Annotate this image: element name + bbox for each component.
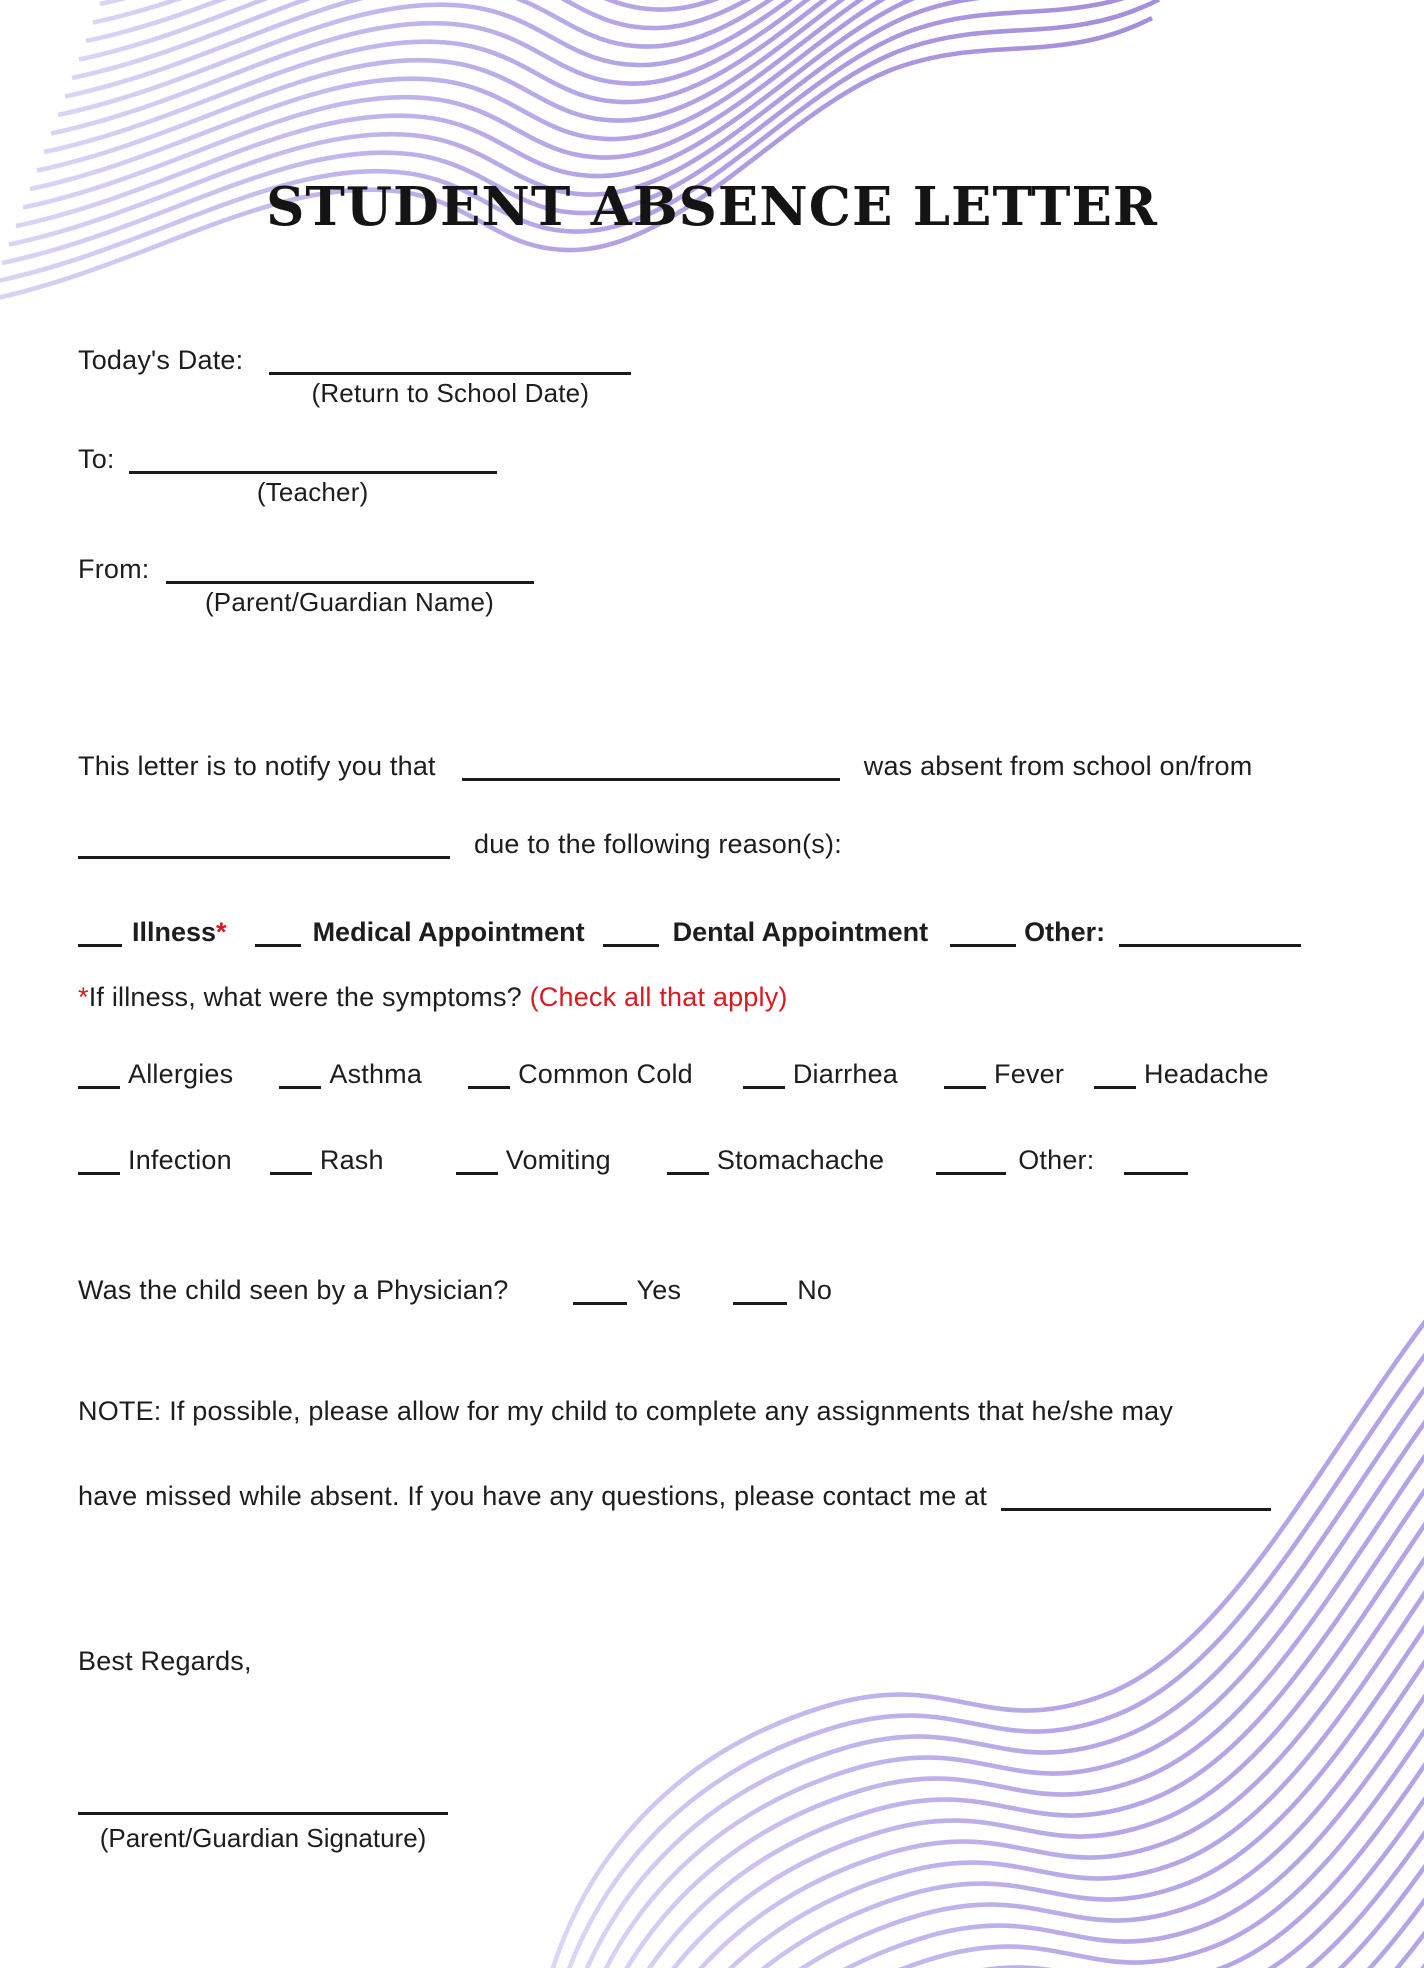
- physician-no-label: No: [797, 1275, 833, 1305]
- from-line[interactable]: [166, 551, 534, 617]
- infection-check-line[interactable]: [78, 1142, 120, 1175]
- stomachache-check-line[interactable]: [667, 1142, 709, 1175]
- todays-date-line[interactable]: [269, 342, 631, 408]
- headache-check-line[interactable]: [1094, 1056, 1136, 1089]
- signature-block: [78, 1782, 448, 1854]
- note-line-2: [78, 1478, 1271, 1512]
- diarrhea-label: Diarrhea: [792, 1059, 899, 1089]
- bottom-wave-decoration: [524, 1228, 1424, 1968]
- to-field: [78, 441, 497, 507]
- parent-name-hint: (Parent/Guardian Name): [204, 587, 495, 617]
- other-symptom-line[interactable]: [1124, 1142, 1188, 1175]
- student-name-line[interactable]: [462, 748, 840, 781]
- symptom-fever: [944, 1059, 1094, 1089]
- symptom-row-1: [78, 1056, 1269, 1090]
- allergies-label: Allergies: [128, 1059, 234, 1089]
- symptom-allergies: [78, 1059, 279, 1089]
- symptom-other: [936, 1145, 1188, 1175]
- closing-regards: [78, 1646, 252, 1677]
- signature-line[interactable]: [78, 1782, 448, 1815]
- asthma-label: Asthma: [329, 1059, 423, 1089]
- symptom-question-text: If illness, what were the symptoms?: [88, 982, 530, 1012]
- illness-check-line[interactable]: [78, 914, 122, 947]
- notify-middle-text: was absent from school on/from: [863, 751, 1253, 781]
- note-text-2: have missed while absent. If you have any questions, please contact me at: [78, 1481, 988, 1511]
- symptom-asthma: [279, 1059, 468, 1089]
- return-to-school-hint: (Return to School Date): [311, 378, 590, 408]
- other-symptom-label: Other:: [1018, 1145, 1095, 1175]
- page-title: STUDENT ABSENCE LETTER: [266, 176, 1158, 238]
- common-cold-label: Common Cold: [518, 1059, 693, 1089]
- physician-question-text: Was the child seen by a Physician?: [78, 1275, 509, 1305]
- physician-yes-label: Yes: [636, 1275, 682, 1305]
- vomiting-label: Vomiting: [505, 1145, 611, 1175]
- allergies-check-line[interactable]: [78, 1056, 120, 1089]
- from-field: [78, 551, 534, 617]
- other-reason-line[interactable]: [1119, 914, 1301, 947]
- illness-asterisk: *: [216, 917, 227, 947]
- symptom-stomachache: [667, 1145, 936, 1175]
- stomachache-label: Stomachache: [716, 1145, 885, 1175]
- notify-suffix-text: due to the following reason(s):: [474, 829, 842, 859]
- symptom-rash: [270, 1145, 456, 1175]
- todays-date-field: [78, 342, 631, 408]
- medical-appointment-label: Medical Appointment: [312, 917, 585, 947]
- teacher-hint: (Teacher): [256, 477, 369, 507]
- symptom-row-2: [78, 1142, 1188, 1176]
- absence-date-line[interactable]: [78, 826, 450, 859]
- rash-check-line[interactable]: [270, 1142, 312, 1175]
- other-reason-check-line[interactable]: [950, 914, 1016, 947]
- to-label: To:: [78, 444, 115, 474]
- common-cold-check-line[interactable]: [468, 1056, 510, 1089]
- headache-label: Headache: [1144, 1059, 1269, 1089]
- symptom-diarrhea: [743, 1059, 944, 1089]
- signature-hint: (Parent/Guardian Signature): [99, 1823, 427, 1853]
- regards-text: Best Regards,: [78, 1646, 252, 1676]
- fever-label: Fever: [994, 1059, 1065, 1089]
- other-reason-label: Other:: [1024, 917, 1106, 947]
- from-label: From:: [78, 554, 150, 584]
- notify-line-1: [78, 748, 1252, 782]
- symptom-common-cold: [468, 1059, 743, 1089]
- dental-check-line[interactable]: [603, 914, 659, 947]
- notify-line-2: [78, 826, 842, 860]
- dental-appointment-label: Dental Appointment: [672, 917, 929, 947]
- physician-question-row: [78, 1272, 832, 1306]
- diarrhea-check-line[interactable]: [743, 1056, 785, 1089]
- rash-label: Rash: [319, 1145, 384, 1175]
- reason-checklist-row: [78, 914, 1301, 948]
- check-all-note: (Check all that apply): [529, 982, 788, 1012]
- illness-label: Illness: [132, 917, 217, 947]
- note-text-1: NOTE: If possible, please allow for my child to complete any assignments that he/she may: [78, 1396, 1174, 1426]
- physician-yes-line[interactable]: [573, 1272, 627, 1305]
- fever-check-line[interactable]: [944, 1056, 986, 1089]
- symptom-headache: [1094, 1059, 1269, 1089]
- symptom-question: [78, 982, 788, 1013]
- note-line-1: [78, 1396, 1173, 1427]
- todays-date-label: Today's Date:: [78, 345, 244, 375]
- top-wave-decoration: [0, 0, 1424, 345]
- infection-label: Infection: [128, 1145, 232, 1175]
- symptom-asterisk: *: [78, 982, 89, 1012]
- to-line[interactable]: [129, 441, 497, 507]
- notify-prefix-text: This letter is to notify you that: [78, 751, 436, 781]
- contact-line[interactable]: [1001, 1478, 1271, 1511]
- vomiting-check-line[interactable]: [456, 1142, 498, 1175]
- physician-no-line[interactable]: [733, 1272, 787, 1305]
- symptom-infection: [78, 1145, 270, 1175]
- asthma-check-line[interactable]: [279, 1056, 321, 1089]
- other-symptom-check-line[interactable]: [936, 1142, 1006, 1175]
- symptom-vomiting: [456, 1145, 667, 1175]
- medical-check-line[interactable]: [255, 914, 301, 947]
